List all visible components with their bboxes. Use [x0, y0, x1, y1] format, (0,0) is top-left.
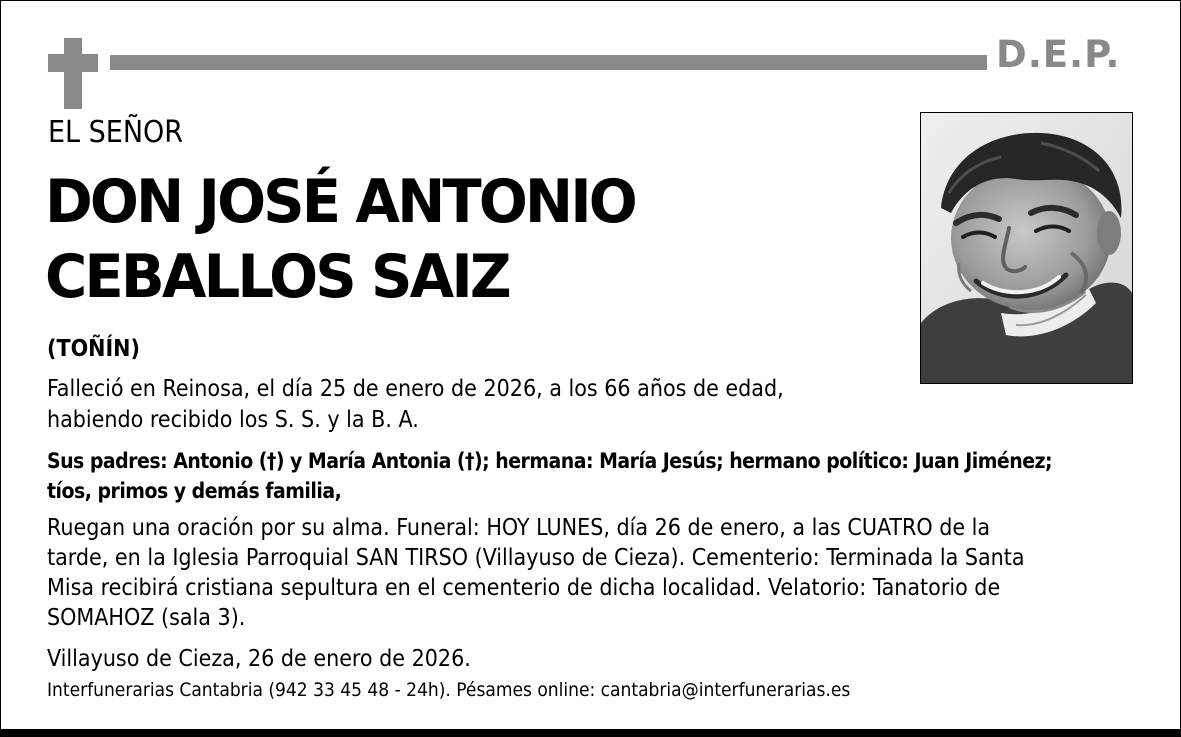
cross-icon — [48, 38, 98, 109]
family-line-1: Sus padres: Antonio (†) y María Antonia (†); hermana: María Jesús; hermano político: Juan Jiménez; — [47, 449, 1053, 473]
place-and-date: Villayuso de Cieza, 26 de enero de 2026. — [47, 646, 471, 672]
service-details — [47, 513, 1025, 633]
death-line-2: habiendo recibido los S. S. y la B. A. — [47, 407, 419, 433]
header-divider — [110, 55, 987, 70]
family-line-2: tíos, primos y demás familia, — [47, 479, 342, 503]
service-line-2: tarde, en la Iglesia Parroquial SAN TIRSO (Villayuso de Cieza). Cementerio: Terminada la Santa — [47, 545, 1025, 571]
funeral-home-contact: Interfunerarias Cantabria (942 33 45 48 - 24h). Pésames online: cantabria@interfunerarias.es — [47, 679, 851, 701]
dep-label: D.E.P. — [996, 33, 1121, 76]
name-line-1: DON JOSÉ ANTONIO — [45, 167, 635, 237]
nickname: (TOÑÍN) — [47, 336, 140, 362]
death-details — [47, 374, 784, 436]
portrait-photo — [920, 112, 1133, 384]
family-list — [47, 446, 1052, 506]
honorific: EL SEÑOR — [48, 115, 184, 150]
deceased-name — [45, 165, 635, 315]
service-line-4: SOMAHOZ (sala 3). — [47, 605, 246, 631]
service-line-3: Misa recibirá cristiana sepultura en el cementerio de dicha localidad. Velatorio: Tanatorio de — [47, 575, 1001, 601]
death-line-1: Falleció en Reinosa, el día 25 de enero de 2026, a los 66 años de edad, — [47, 376, 784, 402]
service-line-1: Ruegan una oración por su alma. Funeral: HOY LUNES, día 26 de enero, a las CUATRO de la — [47, 515, 991, 541]
name-line-2: CEBALLOS SAIZ — [45, 242, 509, 312]
